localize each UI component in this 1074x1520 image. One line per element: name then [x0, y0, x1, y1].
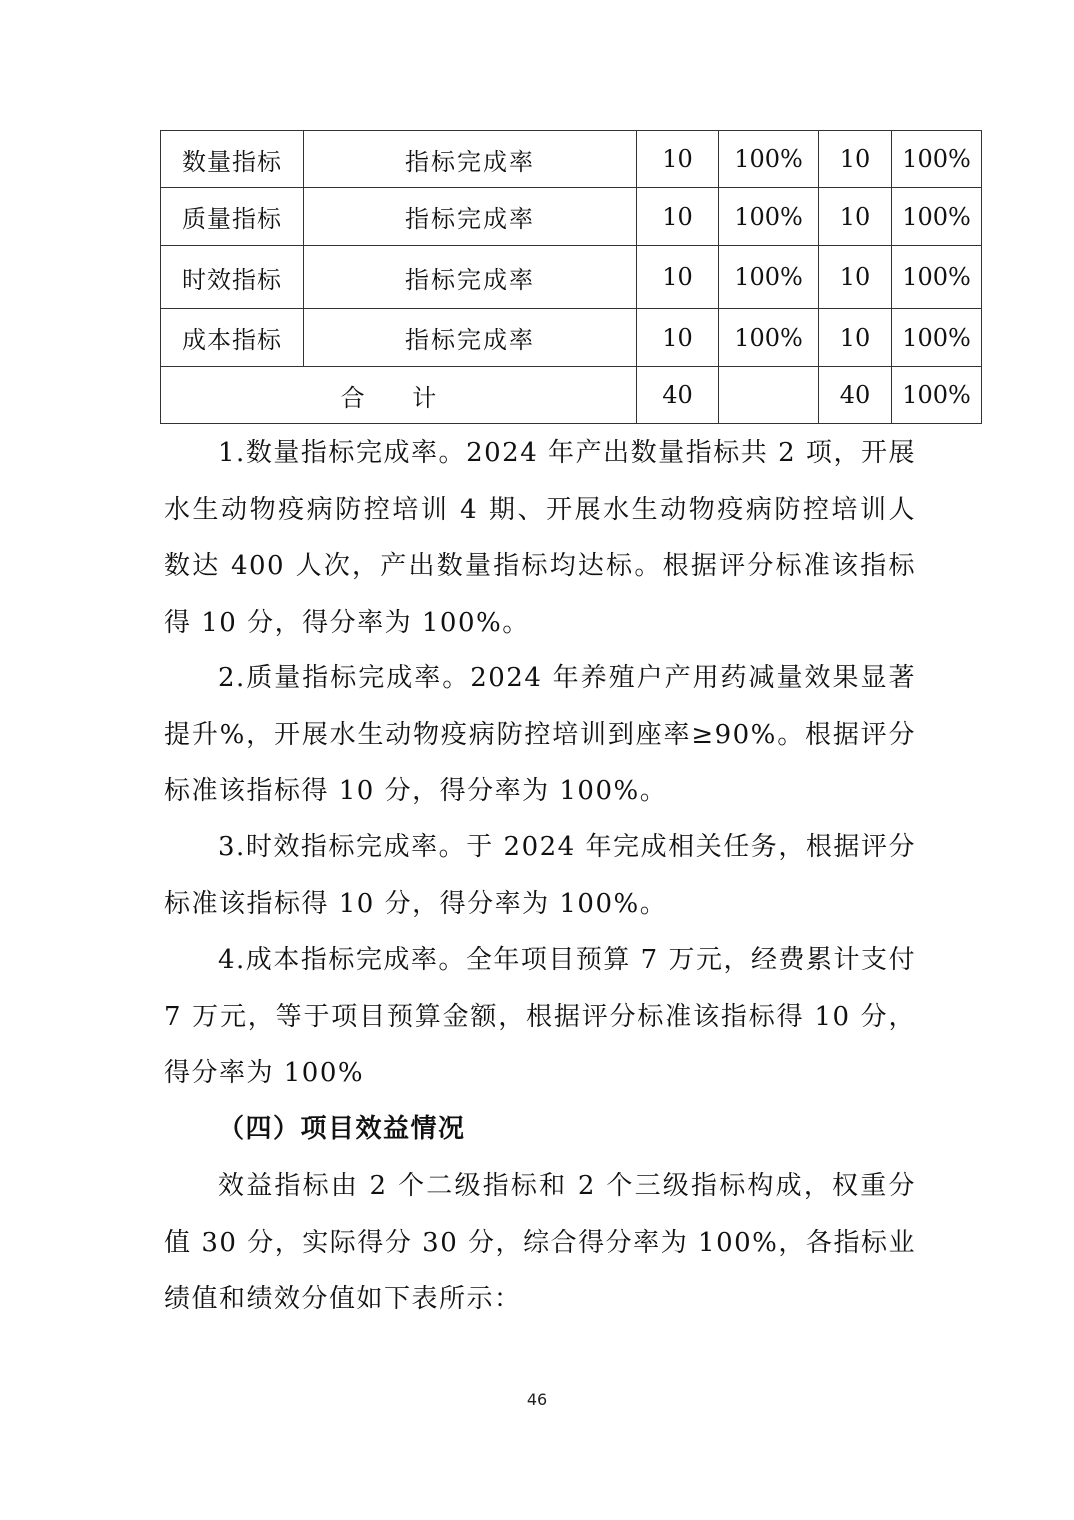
- weight-cell: 10: [637, 309, 719, 367]
- paragraph-quantity: 1.数量指标完成率。2024 年产出数量指标共 2 项，开展水生动物疫病防控培训 4 期、开展水生动物疫病防控培训人数达 400 人次，产出数量指标均达标。根据评分标准该指标得 10 分，得分率为 100%。: [164, 438, 916, 638]
- indicator-cell: 指标完成率: [304, 131, 637, 188]
- indicator-cell: 指标完成率: [304, 188, 637, 246]
- table-row: [161, 131, 982, 188]
- paragraph-timeliness: 3.时效指标完成率。于 2024 年完成相关任务，根据评分标准该指标得 10 分，得分率为 100%。: [164, 832, 916, 919]
- target-cell: 100%: [719, 188, 819, 246]
- score-cell: 10: [819, 246, 892, 309]
- table-row: [161, 246, 982, 309]
- total-weight-cell: 40: [637, 367, 719, 424]
- category-cell: 成本指标: [161, 309, 304, 367]
- performance-table: [160, 130, 982, 424]
- score-cell: 10: [819, 188, 892, 246]
- score-cell: 10: [819, 131, 892, 188]
- weight-cell: 10: [637, 188, 719, 246]
- category-cell: 数量指标: [161, 131, 304, 188]
- total-rate-cell: 100%: [892, 367, 982, 424]
- table-row: [161, 188, 982, 246]
- indicator-cell: 指标完成率: [304, 309, 637, 367]
- rate-cell: 100%: [892, 309, 982, 367]
- target-cell: 100%: [719, 131, 819, 188]
- total-score-cell: 40: [819, 367, 892, 424]
- table-row: [161, 309, 982, 367]
- paragraph-quality: 2.质量指标完成率。2024 年养殖户产用药减量效果显著提升%，开展水生动物疫病防控培训到座率≥90%。根据评分标准该指标得 10 分，得分率为 100%。: [164, 663, 916, 806]
- score-cell: 10: [819, 309, 892, 367]
- weight-cell: 10: [637, 131, 719, 188]
- target-cell: 100%: [719, 246, 819, 309]
- rate-cell: 100%: [892, 188, 982, 246]
- section-heading: （四）项目效益情况: [218, 1114, 466, 1144]
- paragraph-benefit: 效益指标由 2 个二级指标和 2 个三级指标构成，权重分值 30 分，实际得分 30 分，综合得分率为 100%，各指标业绩值和绩效分值如下表所示：: [164, 1171, 916, 1314]
- target-cell: 100%: [719, 309, 819, 367]
- table-total-row: [161, 367, 982, 424]
- total-target-cell: [719, 367, 819, 424]
- category-cell: 时效指标: [161, 246, 304, 309]
- page-number: 46: [526, 1390, 548, 1409]
- rate-cell: 100%: [892, 246, 982, 309]
- total-label-cell: 合 计: [161, 367, 637, 424]
- category-cell: 质量指标: [161, 188, 304, 246]
- paragraph-cost: 4.成本指标完成率。全年项目预算 7 万元，经费累计支付 7 万元，等于项目预算金额，根据评分标准该指标得 10 分，得分率为 100%: [164, 945, 916, 1088]
- indicator-cell: 指标完成率: [304, 246, 637, 309]
- weight-cell: 10: [637, 246, 719, 309]
- rate-cell: 100%: [892, 131, 982, 188]
